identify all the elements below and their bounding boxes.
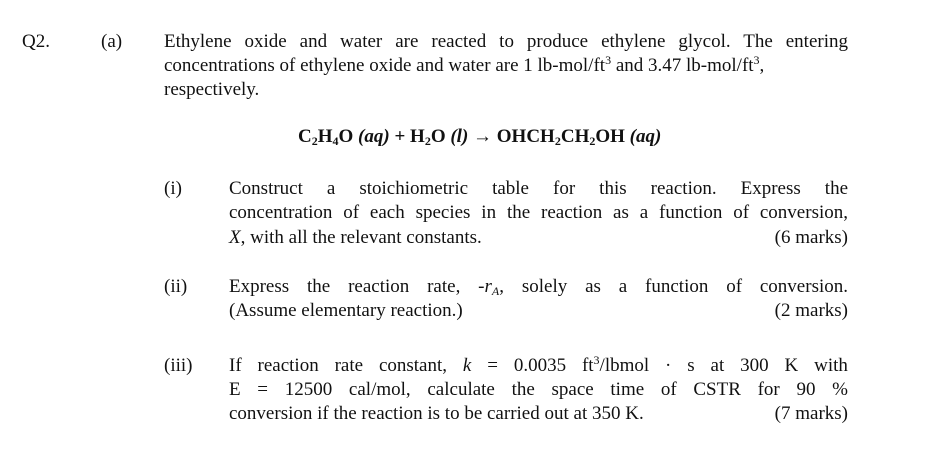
reaction-arrow: → <box>468 126 497 147</box>
subpart-i-line-3: X, with all the relevant constants. <box>229 227 482 248</box>
subpart-ii-line-2: (Assume elementary reaction.) <box>229 300 463 321</box>
subpart-i-marks: (6 marks) <box>774 227 848 248</box>
subpart-label-iii: (iii) <box>164 355 193 376</box>
intro-line-3: respectively. <box>164 79 260 100</box>
subpart-iii-line-2: E = 12500 cal/mol, calculate the space time of CSTR for 90 % <box>229 379 848 400</box>
intro-line-1: Ethylene oxide and water are reacted to produce ethylene glycol. The entering <box>164 31 848 52</box>
subpart-ii-line-1: Express the reaction rate, $-r_A$, solely as a function of conversion. <box>229 276 848 298</box>
question-number: Q2. <box>22 31 50 52</box>
subpart-i-line-1: Construct a stoichiometric table for this reaction. Express the <box>229 178 848 199</box>
part-label: (a) <box>101 31 123 52</box>
subpart-iii-line-3: conversion if the reaction is to be carried out at 350 K. <box>229 403 644 424</box>
subpart-ii-marks: (2 marks) <box>774 300 848 321</box>
subpart-iii-marks: (7 marks) <box>774 403 848 424</box>
reaction-equation: $C_2H_4O$ $(aq) + H_2O$ $(l) \to OHCH_2CH_2OH$ (aq) <box>298 126 662 148</box>
subpart-label-ii: (ii) <box>164 276 188 297</box>
subpart-label-i: (i) <box>164 178 182 199</box>
subpart-iii-line-1: If reaction rate constant, k = 0.0035 $ft^3$/lbmol · s at 300 K with <box>229 353 848 376</box>
subpart-i-line-2: concentration of each species in the reaction as a function of conversion, <box>229 202 848 223</box>
intro-line-2: concentrations of ethylene oxide and water are 1 $lb-mol/ft^3$ and 3.47 $lb-mol/ft^3$, <box>164 53 765 76</box>
